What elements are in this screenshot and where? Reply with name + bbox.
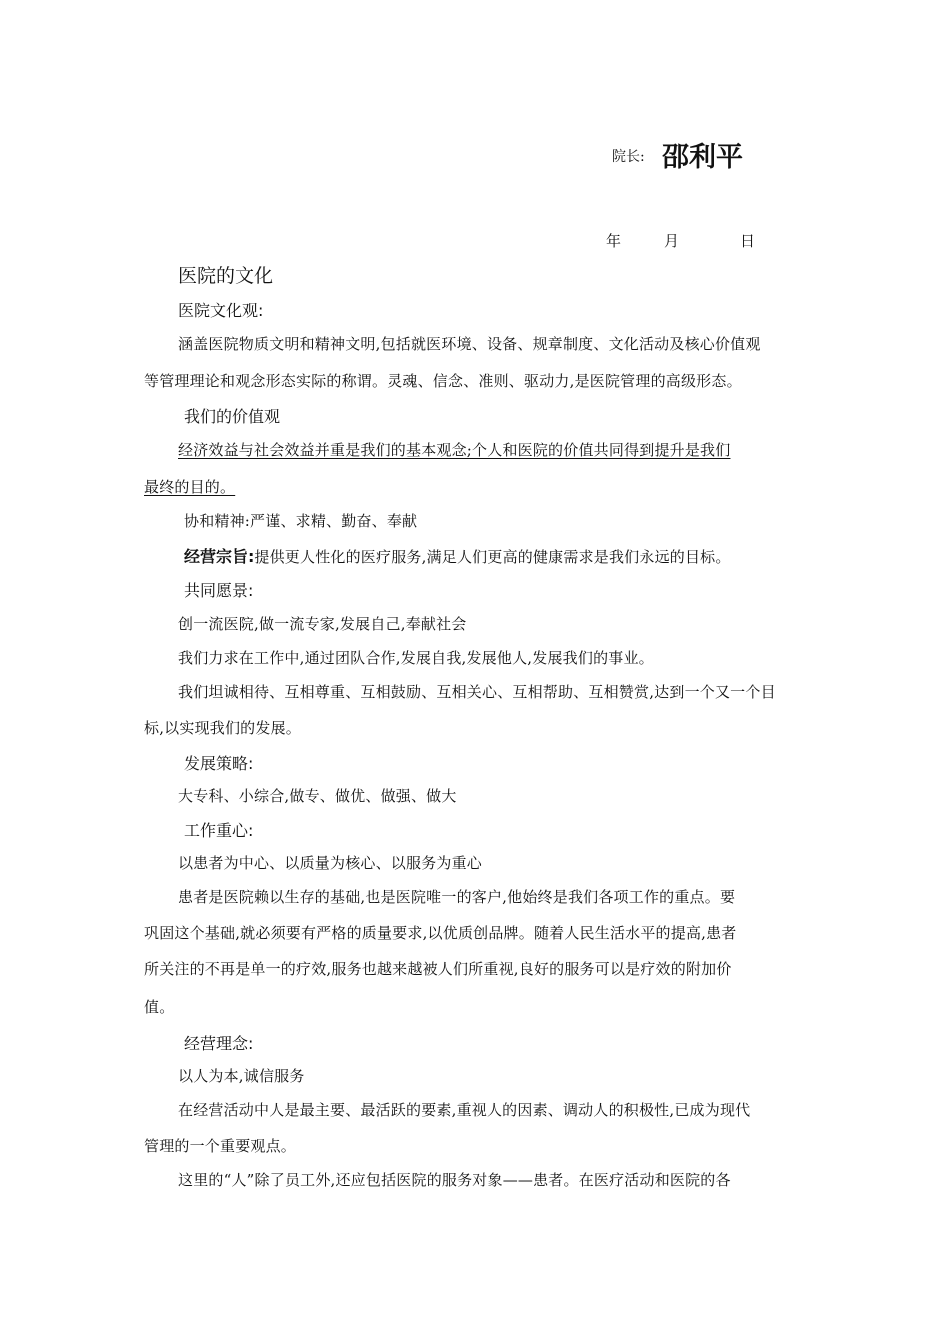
vision-line: 标,以实现我们的发展。	[144, 719, 301, 737]
culture-view-line: 等管理理论和观念形态实际的称谓。灵魂、信念、准则、驱动力,是医院管理的高级形态。	[144, 372, 742, 390]
philosophy-heading: 经营理念:	[184, 1034, 254, 1053]
date-day: 日	[740, 232, 756, 250]
culture-view-heading: 医院文化观:	[178, 301, 264, 320]
focus-line: 所关注的不再是单一的疗效,服务也越来越被人们所重视,良好的服务可以是疗效的附加价	[144, 960, 732, 978]
focus-line: 值。	[144, 998, 175, 1016]
philosophy-line: 在经营活动中人是最主要、最活跃的要素,重视人的因素、调动人的积极性,已成为现代	[178, 1101, 751, 1119]
purpose-heading: 经营宗旨:	[184, 547, 255, 566]
date-year: 年	[606, 232, 622, 250]
vision-line: 我们坦诚相待、互相尊重、互相鼓励、互相关心、互相帮助、互相赞赏,达到一个又一个目	[178, 683, 776, 701]
values-line: 最终的目的。	[144, 478, 236, 496]
purpose-paragraph	[184, 544, 731, 567]
signature-label: 院长:	[612, 149, 645, 165]
signature-name: 邵利平	[662, 142, 743, 173]
harmony-spirit: 协和精神:严谨、求精、勤奋、奉献	[184, 512, 418, 530]
values-heading: 我们的价值观	[184, 407, 281, 426]
culture-view-line: 涵盖医院物质文明和精神文明,包括就医环境、设备、规章制度、文化活动及核心价值观	[178, 335, 761, 353]
strategy-heading: 发展策略:	[184, 754, 254, 773]
purpose-text: 提供更人性化的医疗服务,满足人们更高的健康需求是我们永远的目标。	[254, 548, 731, 566]
strategy-text: 大专科、小综合,做专、做优、做强、做大	[178, 787, 457, 805]
focus-heading: 工作重心:	[184, 821, 254, 840]
philosophy-line: 这里的“人”除了员工外,还应包括医院的服务对象——患者。在医疗活动和医院的各	[178, 1171, 731, 1189]
vision-line: 创一流医院,做一流专家,发展自己,奉献社会	[178, 615, 467, 633]
focus-line: 巩固这个基础,就必须要有严格的质量要求,以优质创品牌。随着人民生活水平的提高,患者	[144, 924, 737, 942]
focus-line: 患者是医院赖以生存的基础,也是医院唯一的客户,他始终是我们各项工作的重点。要	[178, 888, 736, 906]
focus-line: 以患者为中心、以质量为核心、以服务为重心	[178, 854, 483, 872]
vision-line: 我们力求在工作中,通过团队合作,发展自我,发展他人,发展我们的事业。	[178, 649, 654, 667]
page-title: 医院的文化	[178, 265, 274, 287]
date-month: 月	[664, 232, 680, 250]
philosophy-line: 管理的一个重要观点。	[144, 1137, 297, 1155]
vision-heading: 共同愿景:	[184, 581, 254, 600]
values-line: 经济效益与社会效益并重是我们的基本观念;个人和医院的价值共同得到提升是我们	[178, 441, 731, 459]
philosophy-line: 以人为本,诚信服务	[178, 1067, 305, 1085]
